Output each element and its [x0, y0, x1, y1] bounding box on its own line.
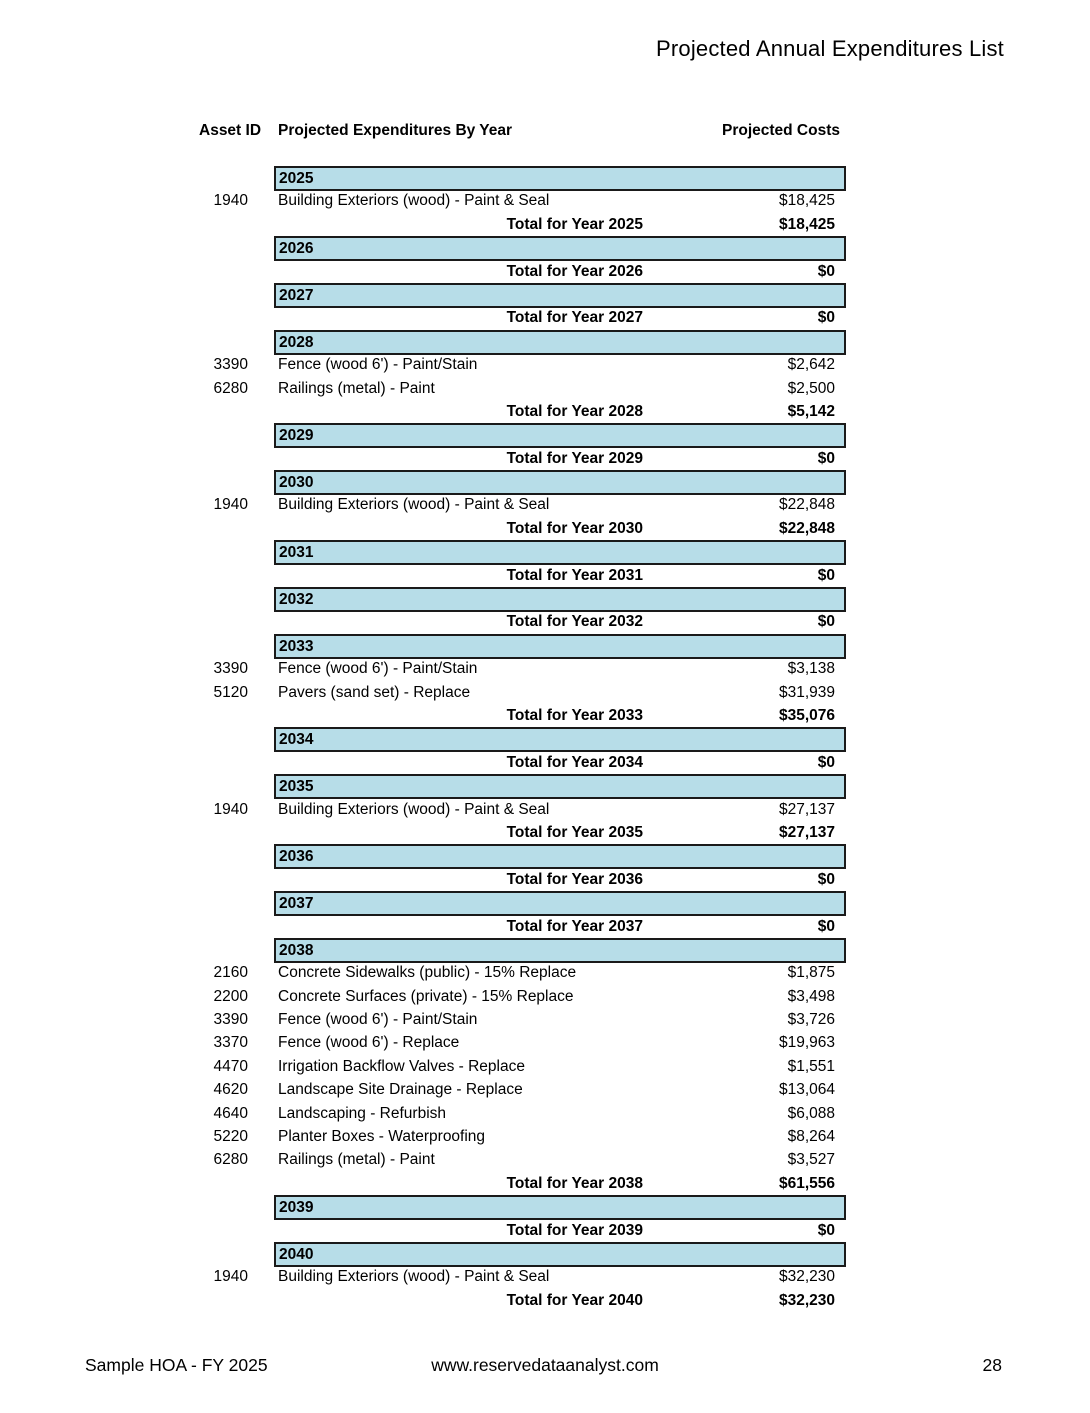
item-cost: $2,642 [787, 356, 835, 374]
asset-id: 3390 [213, 660, 248, 678]
item-description: Building Exteriors (wood) - Paint & Seal [278, 800, 550, 818]
table-row [0, 493, 1090, 516]
year-total-label: Total for Year 2028 [506, 402, 643, 420]
item-cost: $3,138 [787, 660, 835, 678]
item-cost: $32,230 [778, 1268, 835, 1286]
item-cost: $2,500 [787, 379, 835, 397]
total-row [0, 704, 1090, 727]
year-total-label: Total for Year 2025 [506, 215, 643, 233]
year-row [0, 844, 1090, 867]
year-header: 2036 [274, 844, 846, 869]
year-total-cost: $35,076 [778, 706, 835, 724]
year-total-cost: $0 [817, 449, 835, 467]
total-row [0, 564, 1090, 587]
item-description: Irrigation Backflow Valves - Replace [278, 1057, 525, 1075]
year-total-label: Total for Year 2036 [506, 870, 643, 888]
asset-id: 2200 [213, 987, 248, 1005]
table-row [0, 377, 1090, 400]
year-row [0, 423, 1090, 446]
year-total-label: Total for Year 2037 [506, 917, 643, 935]
item-description: Fence (wood 6') - Paint/Stain [278, 660, 478, 678]
year-header: 2037 [274, 891, 846, 916]
asset-id: 4620 [213, 1081, 248, 1099]
item-cost: $22,848 [778, 496, 835, 514]
column-header-cost: Projected Costs [721, 122, 840, 139]
item-description: Railings (metal) - Paint [278, 379, 435, 397]
year-total-label: Total for Year 2039 [506, 1221, 643, 1239]
item-description: Railings (metal) - Paint [278, 1151, 435, 1169]
year-total-cost: $22,848 [778, 519, 835, 537]
year-row [0, 470, 1090, 493]
total-row [0, 821, 1090, 844]
total-row [0, 517, 1090, 540]
column-header-asset-id: Asset ID [199, 122, 262, 139]
asset-id: 3390 [213, 1011, 248, 1029]
footer-association: Sample HOA - FY 2025 [85, 1355, 268, 1375]
year-header: 2027 [274, 283, 846, 308]
year-row [0, 283, 1090, 306]
item-description: Building Exteriors (wood) - Paint & Seal [278, 1268, 550, 1286]
year-total-cost: $18,425 [778, 215, 835, 233]
asset-id: 1940 [213, 192, 248, 210]
footer-website: www.reservedataanalyst.com [431, 1355, 659, 1375]
year-total-cost: $0 [817, 566, 835, 584]
year-total-label: Total for Year 2033 [506, 706, 643, 724]
asset-id: 4470 [213, 1057, 248, 1075]
year-row [0, 587, 1090, 610]
year-total-cost: $5,142 [787, 402, 835, 420]
item-description: Landscaping - Refurbish [278, 1104, 447, 1122]
table-row [0, 961, 1090, 984]
year-row [0, 330, 1090, 353]
table-row [0, 798, 1090, 821]
year-header: 2038 [274, 938, 846, 963]
year-row [0, 774, 1090, 797]
year-total-cost: $0 [817, 870, 835, 888]
total-row [0, 213, 1090, 236]
year-total-label: Total for Year 2032 [506, 613, 643, 631]
year-row [0, 1195, 1090, 1218]
page-title: Projected Annual Expenditures List [655, 36, 1004, 61]
item-cost: $6,088 [787, 1104, 835, 1122]
asset-id: 4640 [213, 1104, 248, 1122]
year-header: 2040 [274, 1242, 846, 1267]
item-cost: $1,875 [787, 964, 835, 982]
year-header: 2025 [274, 166, 846, 191]
table-row [0, 1148, 1090, 1171]
total-row [0, 260, 1090, 283]
table-row [0, 1078, 1090, 1101]
table-row [0, 657, 1090, 680]
asset-id: 5120 [213, 683, 248, 701]
item-description: Planter Boxes - Waterproofing [278, 1128, 486, 1146]
asset-id: 3370 [213, 1034, 248, 1052]
year-header: 2030 [274, 470, 846, 495]
total-row [0, 915, 1090, 938]
year-row [0, 634, 1090, 657]
total-row [0, 1219, 1090, 1242]
year-total-label: Total for Year 2031 [506, 566, 643, 584]
year-header: 2033 [274, 634, 846, 659]
year-total-label: Total for Year 2040 [506, 1291, 643, 1309]
asset-id: 6280 [213, 379, 248, 397]
year-header: 2034 [274, 727, 846, 752]
year-total-cost: $0 [817, 1221, 835, 1239]
year-row [0, 1242, 1090, 1265]
item-description: Fence (wood 6') - Paint/Stain [278, 1011, 478, 1029]
year-total-cost: $0 [817, 309, 835, 327]
column-header-description: Projected Expenditures By Year [278, 122, 513, 139]
asset-id: 1940 [213, 1268, 248, 1286]
item-cost: $8,264 [787, 1128, 835, 1146]
item-cost: $13,064 [778, 1081, 835, 1099]
year-total-cost: $27,137 [778, 823, 835, 841]
expenditures-table [0, 166, 1090, 1312]
year-total-label: Total for Year 2030 [506, 519, 643, 537]
page-number: 28 [982, 1355, 1002, 1375]
total-row [0, 1289, 1090, 1312]
year-total-label: Total for Year 2038 [506, 1174, 643, 1192]
total-row [0, 306, 1090, 329]
item-description: Concrete Surfaces (private) - 15% Replace [278, 987, 574, 1005]
asset-id: 1940 [213, 800, 248, 818]
year-header: 2026 [274, 236, 846, 261]
asset-id: 3390 [213, 356, 248, 374]
year-row [0, 540, 1090, 563]
year-total-cost: $32,230 [778, 1291, 835, 1309]
total-row [0, 1172, 1090, 1195]
table-row [0, 353, 1090, 376]
asset-id: 2160 [213, 964, 248, 982]
year-total-label: Total for Year 2026 [506, 262, 643, 280]
year-row [0, 891, 1090, 914]
table-row [0, 1125, 1090, 1148]
total-row [0, 751, 1090, 774]
year-header: 2029 [274, 423, 846, 448]
total-row [0, 868, 1090, 891]
year-row [0, 938, 1090, 961]
total-row [0, 400, 1090, 423]
year-total-cost: $0 [817, 917, 835, 935]
year-row [0, 236, 1090, 259]
year-total-cost: $0 [817, 613, 835, 631]
year-header: 2039 [274, 1195, 846, 1220]
item-description: Concrete Sidewalks (public) - 15% Replace [278, 964, 577, 982]
year-header: 2031 [274, 540, 846, 565]
asset-id: 5220 [213, 1128, 248, 1146]
year-header: 2028 [274, 330, 846, 355]
item-cost: $1,551 [787, 1057, 835, 1075]
table-row [0, 681, 1090, 704]
item-description: Fence (wood 6') - Paint/Stain [278, 356, 478, 374]
year-total-cost: $0 [817, 753, 835, 771]
total-row [0, 447, 1090, 470]
item-cost: $19,963 [778, 1034, 835, 1052]
item-cost: $31,939 [778, 683, 835, 701]
table-row [0, 1265, 1090, 1288]
asset-id: 1940 [213, 496, 248, 514]
item-description: Building Exteriors (wood) - Paint & Seal [278, 496, 550, 514]
item-description: Fence (wood 6') - Replace [278, 1034, 460, 1052]
year-total-cost: $61,556 [778, 1174, 835, 1192]
year-row [0, 727, 1090, 750]
year-total-cost: $0 [817, 262, 835, 280]
year-total-label: Total for Year 2027 [506, 309, 643, 327]
year-header: 2032 [274, 587, 846, 612]
table-row [0, 189, 1090, 212]
item-cost: $3,527 [787, 1151, 835, 1169]
year-total-label: Total for Year 2034 [506, 753, 643, 771]
item-description: Building Exteriors (wood) - Paint & Seal [278, 192, 550, 210]
year-total-label: Total for Year 2035 [506, 823, 643, 841]
item-cost: $27,137 [778, 800, 835, 818]
table-row [0, 1055, 1090, 1078]
item-cost: $18,425 [778, 192, 835, 210]
item-cost: $3,498 [787, 987, 835, 1005]
year-row [0, 166, 1090, 189]
table-row [0, 1008, 1090, 1031]
item-description: Pavers (sand set) - Replace [278, 683, 471, 701]
table-row [0, 1031, 1090, 1054]
asset-id: 6280 [213, 1151, 248, 1169]
year-header: 2035 [274, 774, 846, 799]
item-description: Landscape Site Drainage - Replace [278, 1081, 523, 1099]
table-row [0, 985, 1090, 1008]
item-cost: $3,726 [787, 1011, 835, 1029]
year-total-label: Total for Year 2029 [506, 449, 643, 467]
table-row [0, 1102, 1090, 1125]
total-row [0, 610, 1090, 633]
